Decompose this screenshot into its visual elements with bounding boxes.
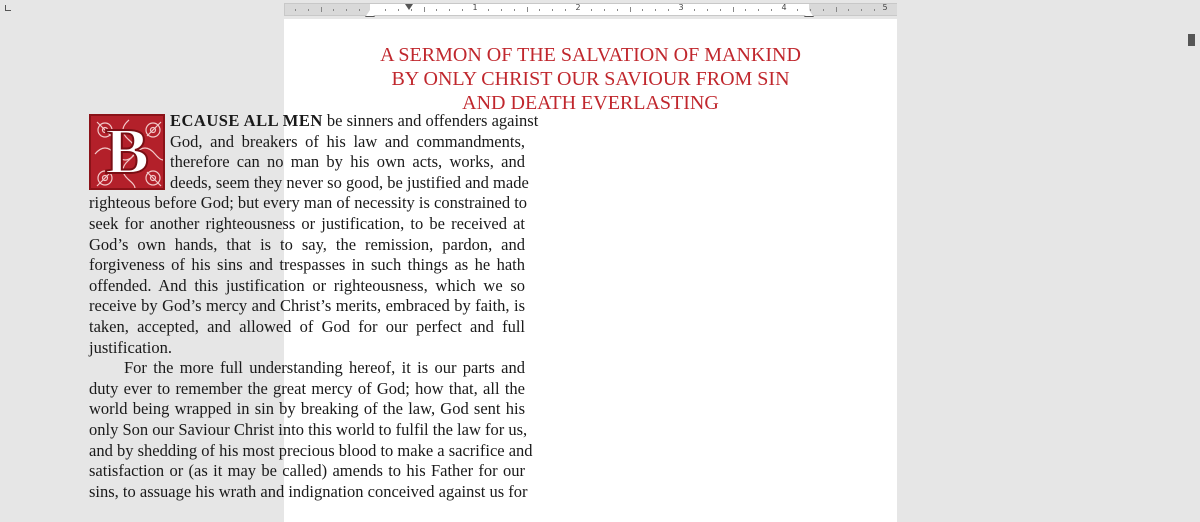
ruler-tick <box>617 9 618 11</box>
text-line: deeds, seem they never so good, be justified and made <box>170 172 529 192</box>
text-line: satisfaction or (as it may be called) amends to his Father for our <box>89 461 525 481</box>
ruler-tick <box>707 9 708 11</box>
ruler-tick <box>346 9 347 11</box>
document-title <box>344 43 837 115</box>
ruler-tick <box>449 9 450 11</box>
ruler-left-margin <box>285 4 370 15</box>
ruler-tick <box>745 9 746 11</box>
ruler-tick <box>398 9 399 11</box>
text-line: therefore can no man by his own acts, works, and <box>170 152 525 172</box>
ruler-tick <box>836 7 837 12</box>
ruler-tick <box>874 9 875 11</box>
text-line: God’s own hands, that is to say, the remission, pardon, and <box>89 234 525 254</box>
ruler-tick <box>604 9 605 11</box>
ruler-tick <box>720 9 721 11</box>
text-line: taken, accepted, and allowed of God for our perfect and full <box>89 316 525 336</box>
ruler-tick <box>539 9 540 11</box>
text-line: justification. <box>89 337 172 357</box>
ruler-number: 3 <box>678 3 684 12</box>
ruler-tick <box>630 7 631 12</box>
text-line: forgiveness of his sins and trespasses in such things as he hath <box>89 255 525 275</box>
ruler-tick <box>733 7 734 12</box>
ruler-tick <box>333 9 334 11</box>
ruler-number: 5 <box>882 3 888 12</box>
title-line: AND DEATH EVERLASTING <box>462 92 719 114</box>
text-line <box>89 111 539 132</box>
text-line: duty ever to remember the great mercy of God; how that, all the <box>89 378 525 398</box>
ruler-tick <box>308 9 309 11</box>
ruler-tick <box>848 9 849 11</box>
right-indent-marker[interactable] <box>805 10 813 16</box>
ruler-tick <box>552 9 553 11</box>
ruler-tick <box>591 9 592 11</box>
drop-cap-letter: B <box>104 115 150 188</box>
ruler-number: 1 <box>472 3 478 12</box>
ruler-tick <box>321 7 322 12</box>
ruler-tick <box>514 9 515 11</box>
horizontal-ruler[interactable] <box>284 3 897 16</box>
title-line: A SERMON OF THE SALVATION OF MANKIND <box>380 44 801 66</box>
ruler-tick <box>527 7 528 12</box>
text-line: righteous before God; but every man of necessity is constrained to <box>89 193 528 213</box>
text-line: God, and breakers of his law and commandments, <box>170 131 525 151</box>
ruler-tick <box>424 7 425 12</box>
tab-selector-icon[interactable] <box>5 5 11 11</box>
text-line: For the more full understanding hereof, it is our parts and <box>124 358 525 378</box>
ruler-tick <box>501 9 502 11</box>
ruler-tick <box>655 9 656 11</box>
scrollbar-thumb[interactable] <box>1188 34 1195 46</box>
ruler-tick <box>359 9 360 11</box>
ruler-tick <box>797 9 798 11</box>
ruler-tick <box>295 9 296 11</box>
ruler-tick <box>861 9 862 11</box>
text-line: world being wrapped in sin by breaking of the law, God sent his <box>89 399 525 419</box>
ruler-number: 2 <box>575 3 581 12</box>
vertical-scrollbar[interactable] <box>1184 19 1200 522</box>
ruler-tick <box>436 9 437 11</box>
lead-in-smallcaps: ECAUSE ALL MEN <box>170 111 323 130</box>
text-line: receive by God’s mercy and Christ’s merits, embraced by faith, is <box>89 296 525 316</box>
ruler-tick <box>385 9 386 11</box>
ruler-number: 4 <box>781 3 787 12</box>
ruler-tick <box>694 9 695 11</box>
text-line: sins, to assuage his wrath and indignation conceived against us for <box>89 481 528 501</box>
text-line: seek for another righteousness or justification, to be received at <box>89 213 525 233</box>
ruler-tick <box>488 9 489 11</box>
ruler-tick <box>642 9 643 11</box>
text-span: be sinners and offenders against <box>322 111 539 130</box>
ruler-tick <box>668 9 669 11</box>
text-line: only Son our Saviour Christ into this world to fulfil the law for us, <box>89 419 528 439</box>
ruler-tick <box>823 9 824 11</box>
title-line: BY ONLY CHRIST OUR SAVIOUR FROM SIN <box>391 68 790 90</box>
ruler-tick <box>462 9 463 11</box>
ruler-tick <box>758 9 759 11</box>
ruler-tick <box>565 9 566 11</box>
first-line-indent-marker[interactable] <box>405 4 413 10</box>
text-line: offended. And this justification or righteousness, which we so <box>89 275 525 295</box>
left-indent-marker[interactable] <box>366 10 374 16</box>
document-body[interactable] <box>89 111 539 502</box>
text-line: and by shedding of his most precious blood to make a sacrifice and <box>89 440 533 460</box>
ruler-tick <box>771 9 772 11</box>
